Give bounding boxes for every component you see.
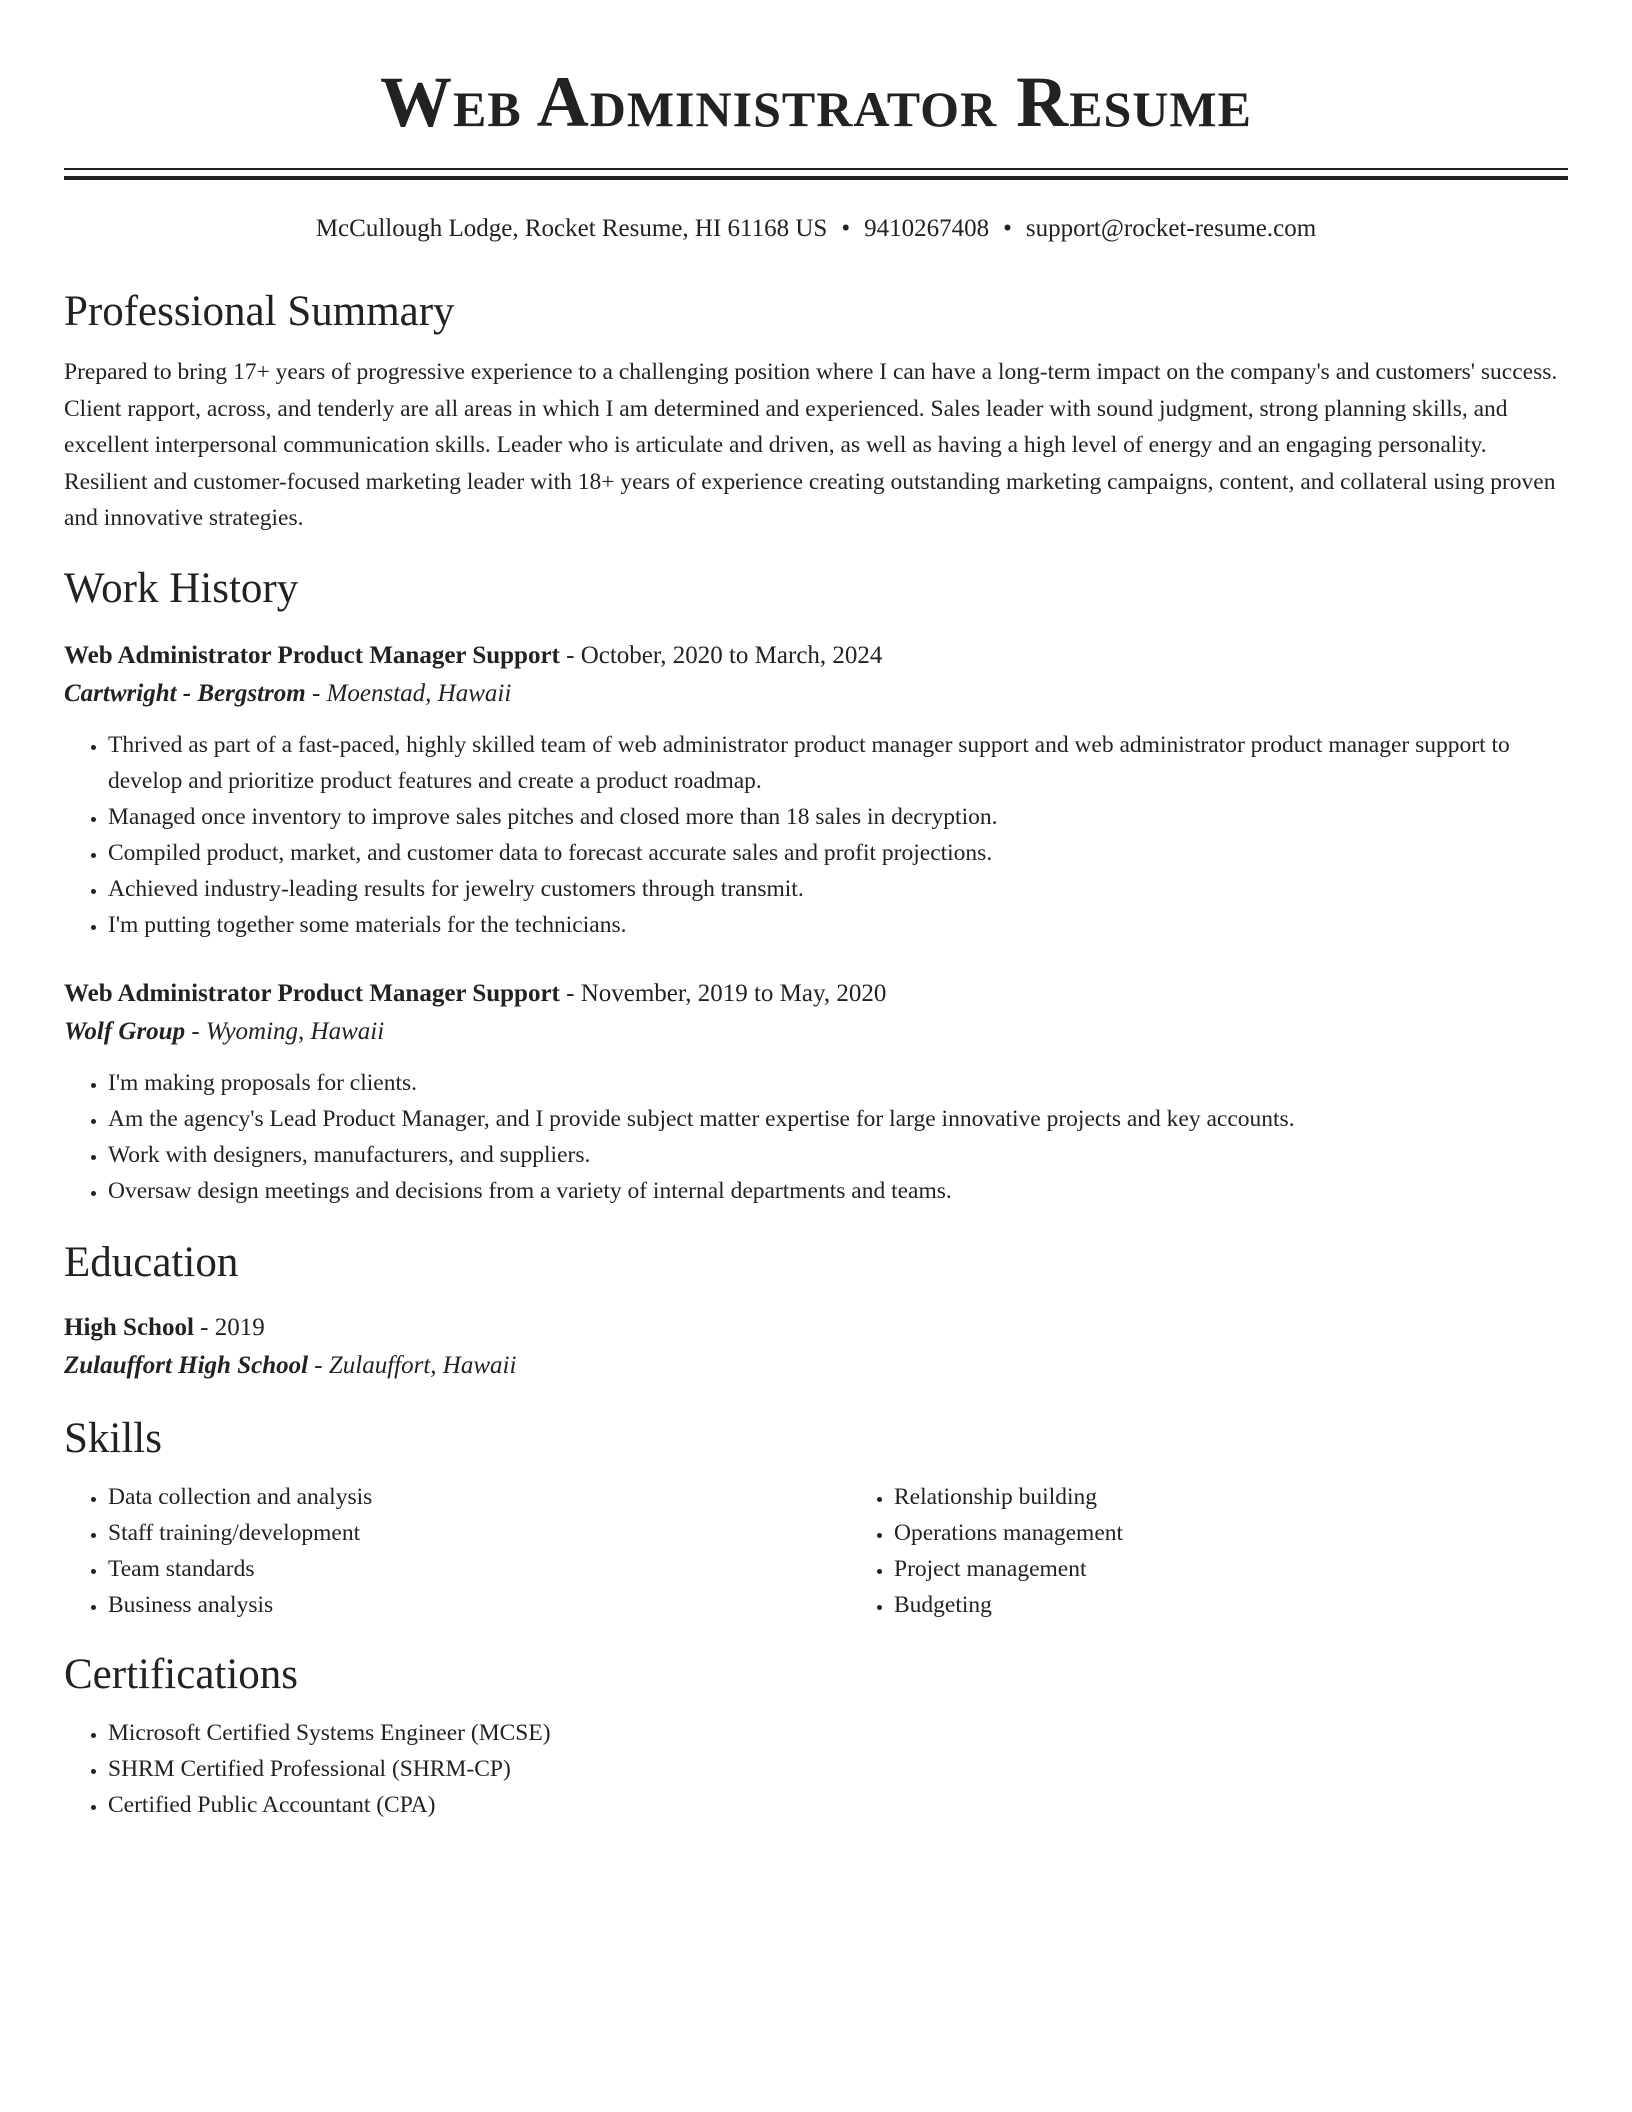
certification-item: • Microsoft Certified Systems Engineer (MCSE) bbox=[108, 1715, 1568, 1751]
contact-phone: 9410267408 bbox=[864, 215, 990, 242]
education-dash: - bbox=[193, 1313, 215, 1341]
certifications-list bbox=[64, 1715, 1568, 1823]
job-company: Cartwright - Bergstrom bbox=[64, 679, 306, 707]
education-dash: - bbox=[308, 1351, 329, 1379]
job-bullet: • I'm putting together some materials for the technicians. bbox=[108, 907, 1568, 943]
job-location: Wyoming, Hawaii bbox=[205, 1017, 385, 1045]
skill-item: • Budgeting bbox=[894, 1587, 1632, 1623]
job-dash: - bbox=[185, 1017, 206, 1045]
contact-line bbox=[64, 212, 1568, 246]
job-dash: - bbox=[559, 979, 581, 1007]
job-dash: - bbox=[559, 641, 581, 669]
job-company-line bbox=[64, 675, 1568, 713]
job-bullet: • Compiled product, market, and customer data to forecast accurate sales and profit projections. bbox=[108, 835, 1568, 871]
skill-item: • Operations management bbox=[894, 1515, 1632, 1551]
job-dates: November, 2019 to May, 2020 bbox=[580, 979, 887, 1007]
contact-separator: • bbox=[1003, 215, 1012, 242]
education-school: Zulauffort High School bbox=[64, 1351, 309, 1379]
job-company-line bbox=[64, 1013, 1568, 1051]
job-dash: - bbox=[305, 679, 327, 707]
summary-heading: Professional Summary bbox=[64, 288, 455, 335]
skill-item: • Staff training/development bbox=[108, 1515, 850, 1551]
job-bullet: • I'm making proposals for clients. bbox=[108, 1065, 1568, 1101]
job-bullets bbox=[64, 727, 1568, 943]
title-divider bbox=[64, 168, 1568, 180]
job-bullet: • Achieved industry-leading results for jewelry customers through transmit. bbox=[108, 871, 1568, 907]
contact-separator: • bbox=[841, 215, 851, 242]
education-year: 2019 bbox=[214, 1313, 265, 1341]
resume-title: Web Administrator Resume bbox=[380, 62, 1252, 142]
summary-text: Prepared to bring 17+ years of progressive experience to a challenging position where I can have a long-term impact on the company's and customers' success. Client rapport, across, and tenderly are all areas in which I am determined and experienced. Sales leader with sound judgment, strong planning skills, and excellent interpersonal communication skills. Leader who is articulate and driven, as well as having a high level of energy and an engaging personality. Resilient and customer-focused marketing leader with 18+ years of experience creating outstanding marketing campaigns, content, and collateral using proven and innovative strategies. bbox=[64, 359, 1558, 531]
education-heading: Education bbox=[64, 1238, 239, 1286]
certifications-heading: Certifications bbox=[64, 1650, 299, 1698]
certification-item: • Certified Public Accountant (CPA) bbox=[108, 1787, 1568, 1823]
education-degree: High School bbox=[64, 1313, 194, 1341]
job-entry bbox=[64, 975, 1568, 1209]
skills-column-right bbox=[850, 1479, 1632, 1623]
job-bullet: • Managed once inventory to improve sales pitches and closed more than 18 sales in decryption. bbox=[108, 799, 1568, 835]
work-history-heading: Work History bbox=[64, 564, 299, 612]
skills-column-left bbox=[64, 1479, 850, 1623]
skills-heading: Skills bbox=[64, 1414, 162, 1462]
job-bullets bbox=[64, 1065, 1568, 1209]
job-title-line bbox=[64, 637, 1568, 675]
skill-item: • Business analysis bbox=[108, 1587, 850, 1623]
skill-item: • Data collection and analysis bbox=[108, 1479, 850, 1515]
skill-item: • Team standards bbox=[108, 1551, 850, 1587]
job-dates: October, 2020 to March, 2024 bbox=[580, 641, 883, 669]
job-title-line bbox=[64, 975, 1568, 1013]
skill-item: • Relationship building bbox=[894, 1479, 1632, 1515]
job-company: Wolf Group bbox=[64, 1017, 186, 1045]
contact-email: support@rocket-resume.com bbox=[1025, 215, 1317, 242]
job-bullet: • Am the agency's Lead Product Manager, and I provide subject matter expertise for large innovative projects and key accounts. bbox=[108, 1101, 1568, 1137]
job-title: Web Administrator Product Manager Support bbox=[64, 641, 560, 669]
contact-address: McCullough Lodge, Rocket Resume, HI 61168 US bbox=[315, 215, 828, 242]
education-degree-line bbox=[64, 1309, 1568, 1347]
job-location: Moenstad, Hawaii bbox=[326, 679, 512, 707]
education-location: Zulauffort, Hawaii bbox=[328, 1351, 517, 1379]
job-entry bbox=[64, 637, 1568, 943]
education-school-line bbox=[64, 1347, 1568, 1385]
skills-grid bbox=[64, 1479, 1568, 1623]
education-entry bbox=[64, 1309, 1568, 1385]
certification-item: • SHRM Certified Professional (SHRM-CP) bbox=[108, 1751, 1568, 1787]
job-bullet: • Oversaw design meetings and decisions from a variety of internal departments and teams. bbox=[108, 1173, 1568, 1209]
skill-item: • Project management bbox=[894, 1551, 1632, 1587]
job-bullet: • Thrived as part of a fast-paced, highly skilled team of web administrator product manager support and web administrator product manager support to develop and prioritize product features and create a product roadmap. bbox=[108, 727, 1568, 799]
job-bullet: • Work with designers, manufacturers, and suppliers. bbox=[108, 1137, 1568, 1173]
job-title: Web Administrator Product Manager Support bbox=[64, 979, 560, 1007]
